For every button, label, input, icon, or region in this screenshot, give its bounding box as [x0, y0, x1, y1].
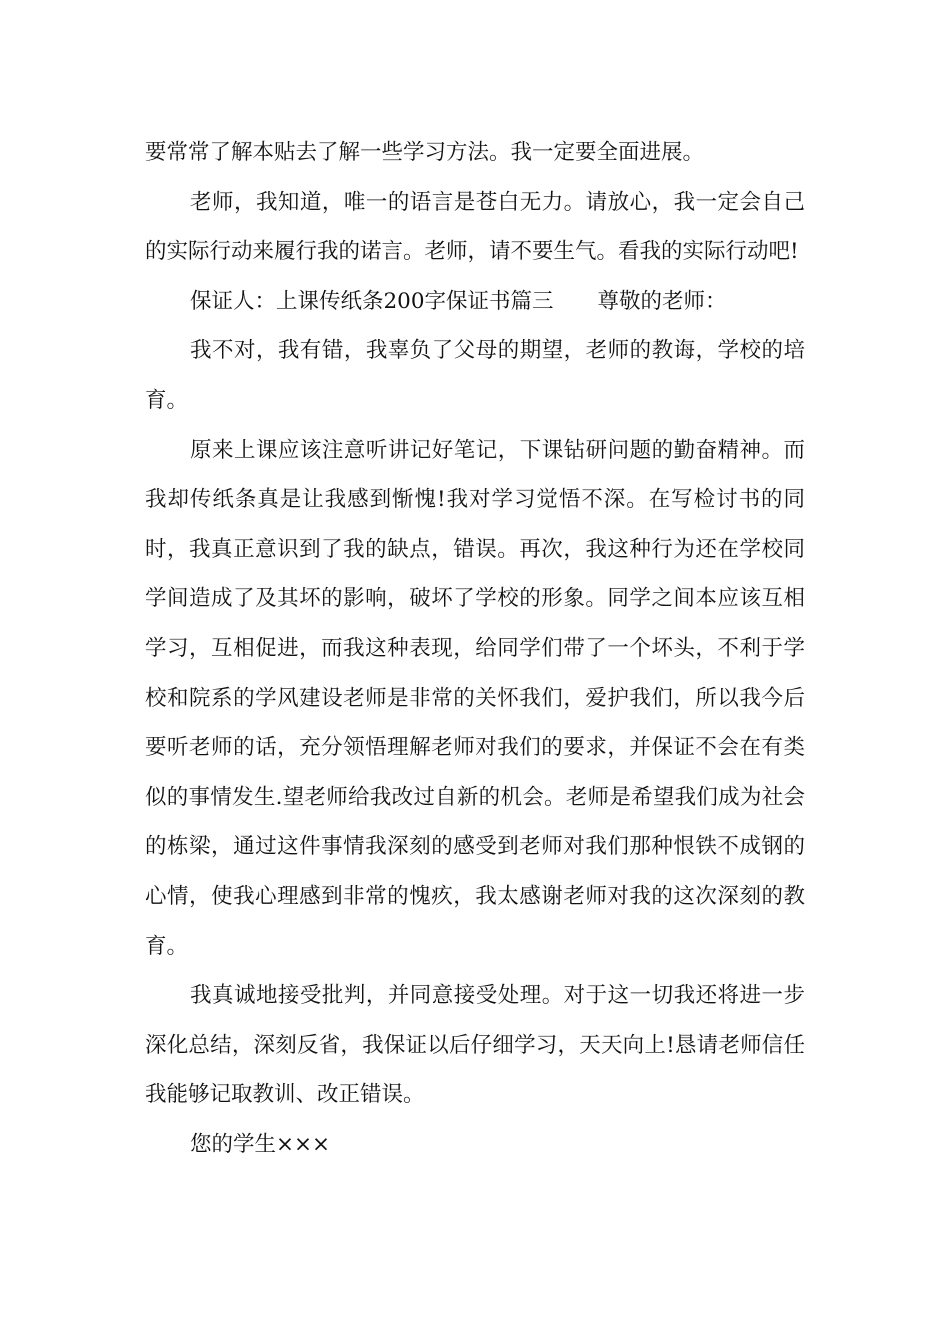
paragraph-intro-continuation: 要常常了解本贴去了解一些学习方法。我一定要全面进展。	[145, 140, 705, 165]
paragraph-guarantor-heading	[145, 277, 805, 327]
paragraph-apology: 我不对，我有错，我辜负了父母的期望，老师的教诲，学校的培育。	[145, 338, 805, 413]
paragraph-acceptance: 我真诚地接受批判，并同意接受处理。对于这一切我还将进一步深化总结，深刻反省，我保证以后仔细学习，天天向上!恳请老师信任我能够记取教训、改正错误。	[145, 983, 805, 1108]
document-body	[145, 128, 805, 1169]
paragraph-promise: 老师，我知道，唯一的语言是苍白无力。请放心，我一定会自己的实际行动来履行我的诺言。老师，请不要生气。看我的实际行动吧!	[145, 189, 805, 265]
guarantor-title: 保证人：上课传纸条200字保证书篇三	[190, 288, 554, 314]
paragraph-signature: 您的学生×××	[190, 1131, 331, 1157]
salutation: 尊敬的老师：	[597, 288, 727, 314]
paragraph-reflection: 原来上课应该注意听讲记好笔记，下课钻研问题的勤奋精神。而我却传纸条真是让我感到惭愧!我对学习觉悟不深。在写检讨书的同时，我真正意识到了我的缺点，错误。再次，我这种行为还在学校同学间造成了及其坏的影响，破坏了学校的形象。同学之间本应该互相学习，互相促进，而我这种表现，给同学们带了一个坏头，不利于学校和院系的学风建设老师是非常的关怀我们，爱护我们，所以我今后要听老师的话，充分领悟理解老师对我们的要求，并保证不会在有类似的事情发生.望老师给我改过自新的机会。老师是希望我们成为社会的栋梁，通过这件事情我深刻的感受到老师对我们那种恨铁不成钢的心情，使我心理感到非常的愧疚，我太感谢老师对我的这次深刻的教育。	[145, 437, 805, 959]
